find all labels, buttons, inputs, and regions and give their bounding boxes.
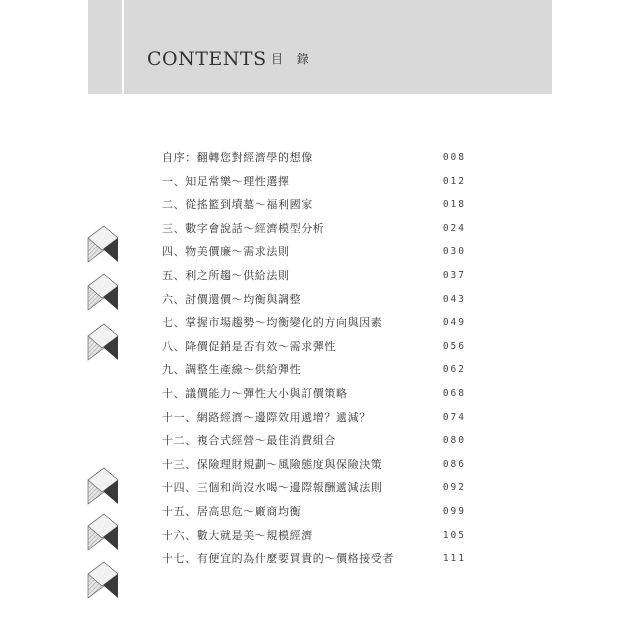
toc-entry-page: 068 (442, 387, 466, 399)
toc-entry-label: 七、掌握市場趨勢～均衡變化的方向與因素 (162, 316, 383, 330)
toc-entry-chapter-15[interactable] (162, 500, 466, 524)
toc-entry-page: 018 (442, 199, 466, 211)
decorative-bars (82, 210, 126, 630)
toc-entry-preface[interactable] (162, 146, 466, 170)
toc-entry-page: 092 (442, 482, 466, 494)
page-subtitle: 目 錄 (271, 52, 314, 66)
toc-entry-chapter-17[interactable] (162, 547, 466, 571)
toc-entry-chapter-4[interactable] (162, 240, 466, 264)
toc-entry-label: 十二、複合式經營～最佳消費組合 (162, 434, 336, 448)
page-title: CONTENTS (147, 48, 267, 70)
toc-entry-label: 八、降價促銷是否有效～需求彈性 (162, 339, 336, 353)
toc-entry-label: 十四、三個和尚沒水喝～邊際報酬遞減法則 (162, 481, 383, 495)
toc-entry-page: 074 (442, 411, 466, 423)
bar-bottom-2 (88, 514, 118, 550)
toc-entry-page: 030 (442, 246, 466, 258)
toc-entry-page: 008 (442, 152, 466, 163)
toc-entry-page: 049 (442, 317, 466, 329)
toc-entry-label: 自序：翻轉您對經濟學的想像 (162, 151, 313, 164)
toc-entry-chapter-13[interactable] (162, 453, 466, 477)
table-of-contents (162, 146, 466, 571)
header-band-strip (88, 0, 122, 94)
toc-entry-page: 043 (442, 293, 466, 305)
toc-entry-chapter-16[interactable] (162, 524, 466, 548)
toc-entry-chapter-8[interactable] (162, 335, 466, 359)
toc-entry-page: 099 (442, 505, 466, 517)
toc-entry-label: 一、知足常樂～理性選擇 (162, 174, 290, 188)
toc-entry-chapter-3[interactable] (162, 217, 466, 241)
bar-top-1 (88, 226, 118, 262)
toc-entry-label: 二、從搖籃到墳墓～福利國家 (162, 198, 313, 212)
toc-entry-label: 五、利之所趨～供給法則 (162, 268, 290, 282)
toc-entry-page: 037 (442, 269, 466, 281)
toc-entry-chapter-6[interactable] (162, 288, 466, 312)
toc-entry-chapter-12[interactable] (162, 429, 466, 453)
toc-entry-page: 086 (442, 458, 466, 470)
toc-entry-page: 024 (442, 222, 466, 234)
toc-entry-page: 105 (442, 529, 466, 541)
toc-entry-chapter-7[interactable] (162, 311, 466, 335)
toc-entry-label: 十七、有便宜的為什麼要買貴的～價格接受者 (162, 552, 394, 566)
toc-entry-label: 十、議價能力～彈性大小與訂價策略 (162, 386, 348, 400)
toc-entry-label: 六、討價還價～均衡與調整 (162, 292, 302, 306)
toc-entry-label: 十一、網路經濟～邊際效用遞增？遞減？ (162, 410, 371, 424)
toc-entry-label: 九、調整生產線～供給彈性 (162, 363, 302, 377)
toc-entry-label: 三、數字會說話～經濟模型分析 (162, 221, 325, 235)
bar-bottom-1 (88, 468, 118, 504)
toc-entry-chapter-1[interactable] (162, 170, 466, 194)
toc-entry-page: 056 (442, 340, 466, 352)
toc-entry-page: 080 (442, 435, 466, 447)
toc-entry-chapter-10[interactable] (162, 382, 466, 406)
bar-bottom-3 (88, 562, 118, 598)
toc-entry-chapter-11[interactable] (162, 406, 466, 430)
toc-entry-label: 四、物美價廉～需求法則 (162, 245, 290, 259)
toc-entry-page: 111 (442, 553, 466, 565)
toc-entry-label: 十六、數大就是美～規模經濟 (162, 528, 313, 542)
bar-top-3 (88, 324, 118, 360)
toc-entry-page: 062 (442, 364, 466, 376)
toc-entry-label: 十五、居高思危～廠商均衡 (162, 504, 302, 518)
toc-entry-chapter-9[interactable] (162, 358, 466, 382)
toc-entry-page: 012 (442, 175, 466, 187)
toc-entry-label: 十三、保險理財規劃～風險態度與保險決策 (162, 457, 383, 471)
toc-entry-chapter-5[interactable] (162, 264, 466, 288)
bar-top-2 (88, 274, 118, 310)
toc-entry-chapter-14[interactable] (162, 476, 466, 500)
toc-entry-chapter-2[interactable] (162, 193, 466, 217)
